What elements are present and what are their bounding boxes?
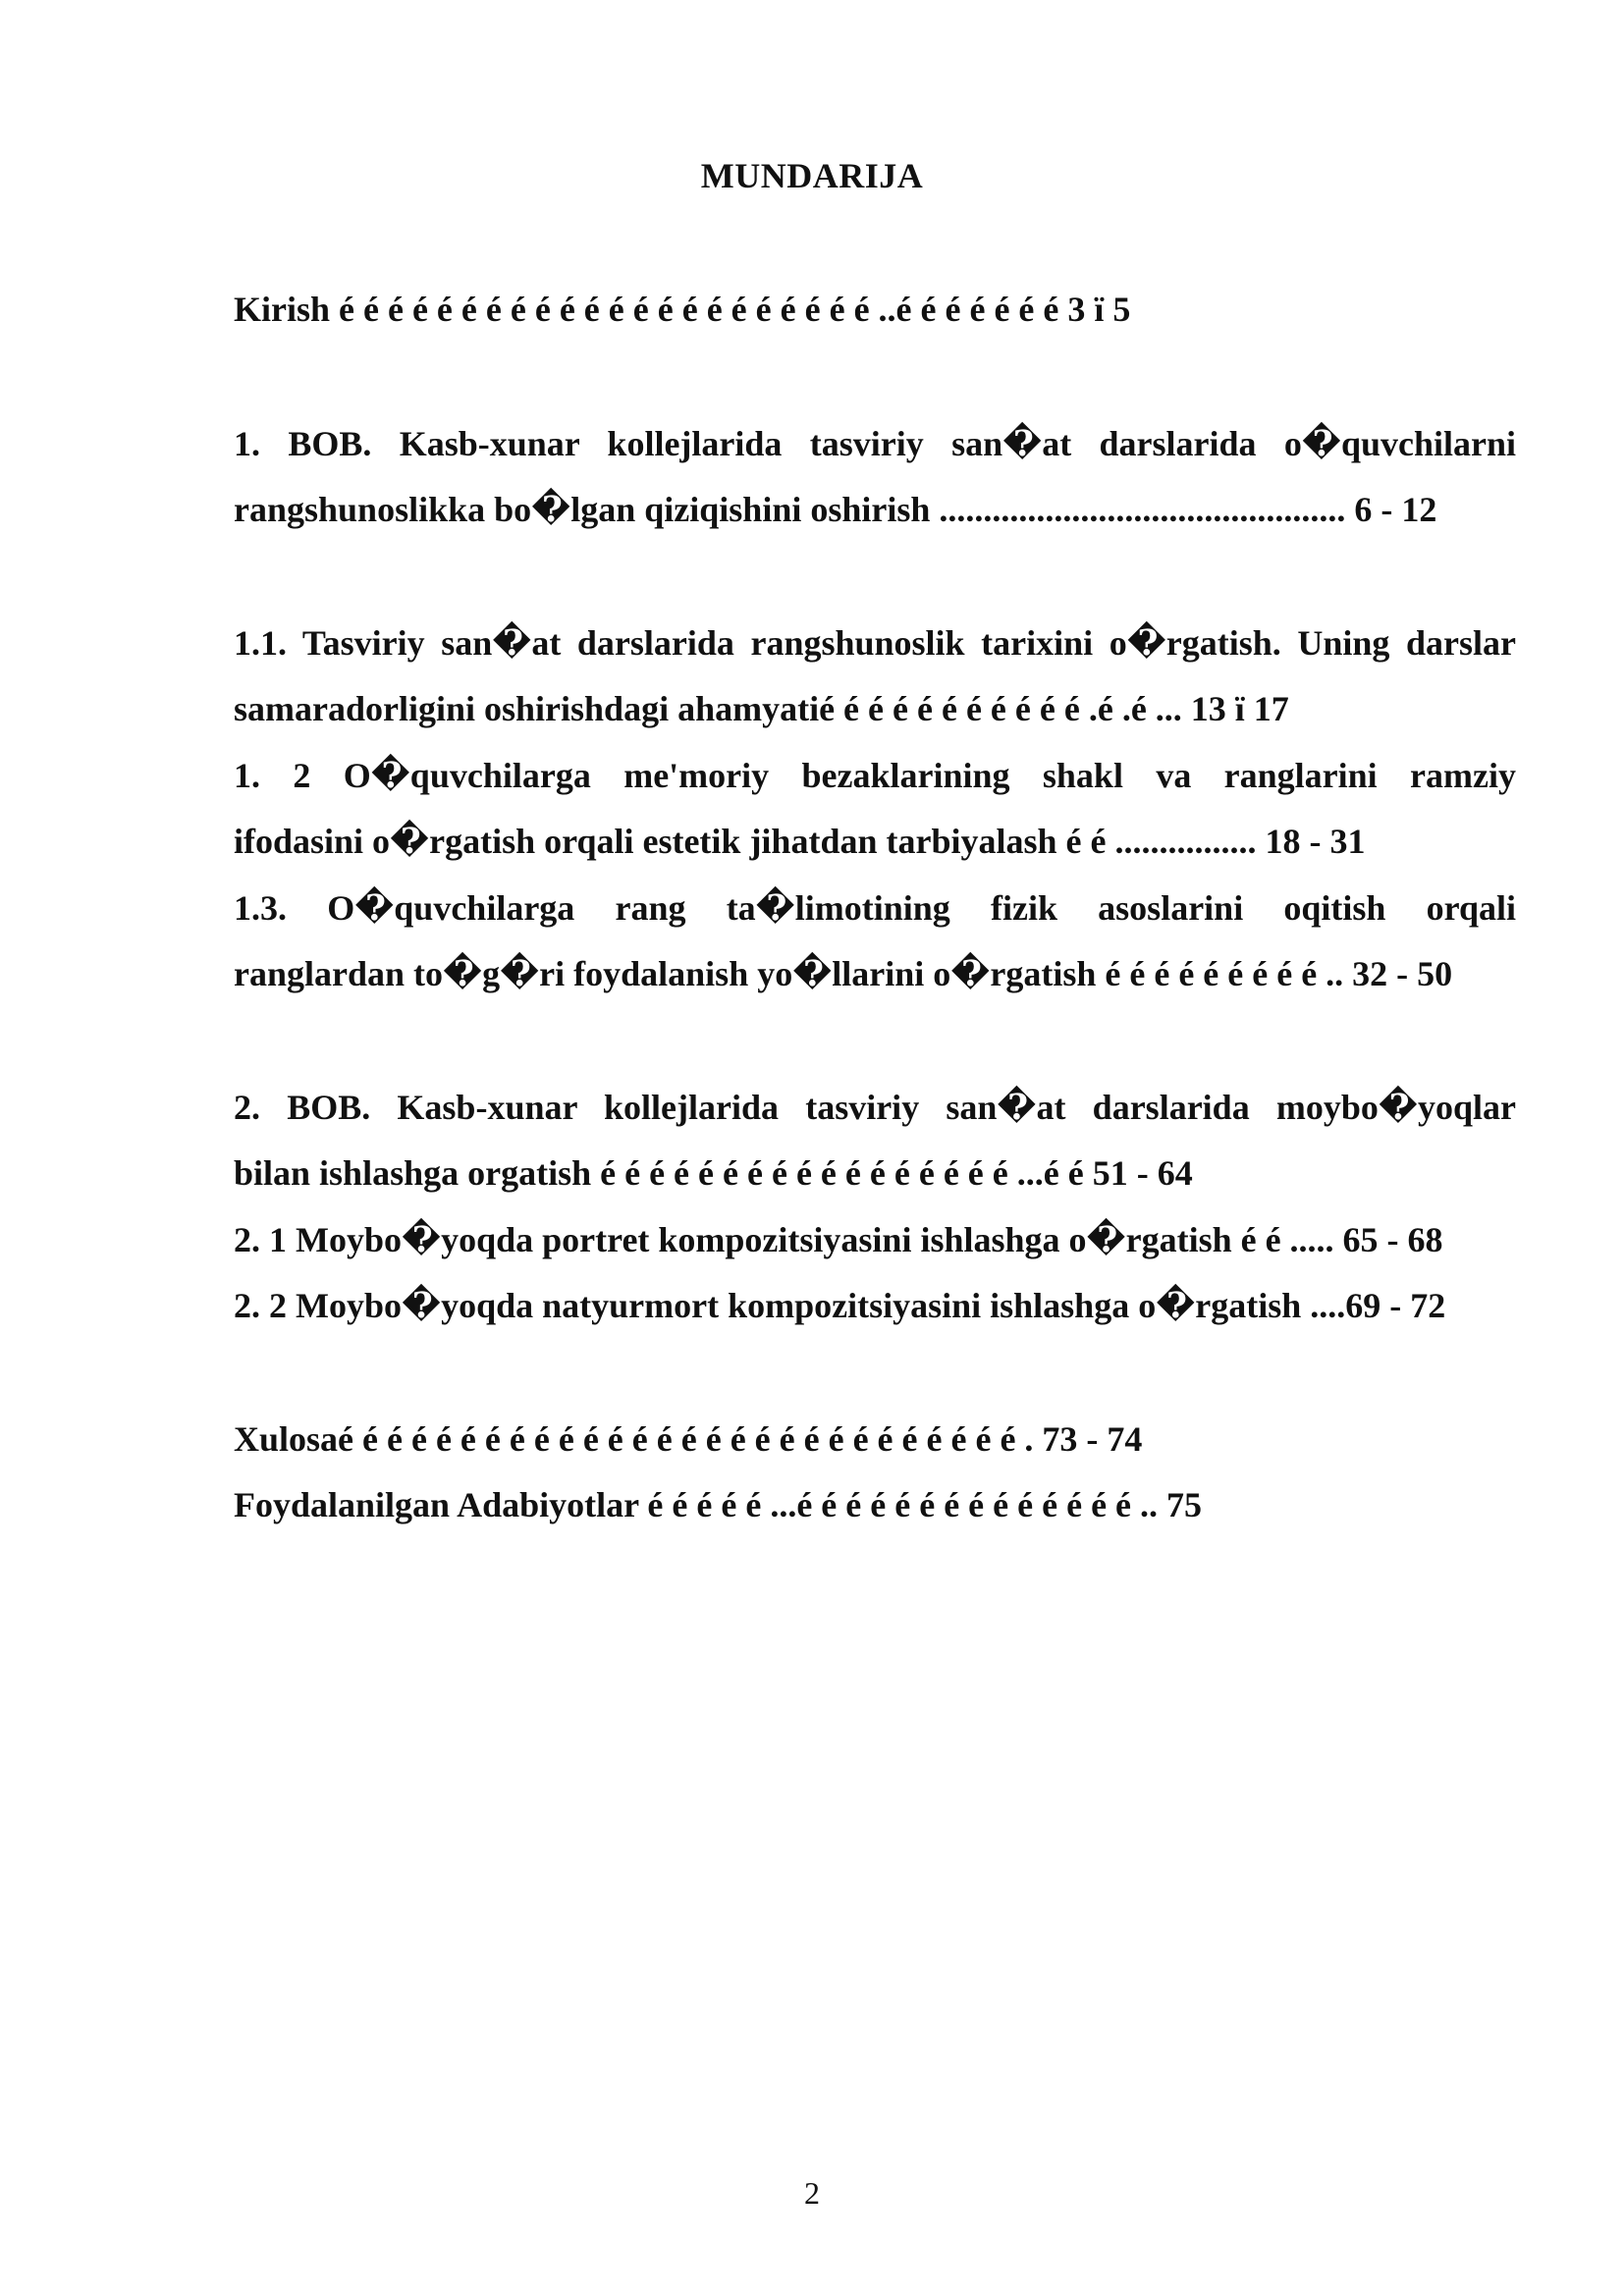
toc-entry-bob1-line2: rangshunoslikka bo�lgan qiziqishini oshirish .............................................. 6 - 12 [234, 490, 1437, 529]
toc-entry-references: Foydalanilgan Adabiyotlar é é é é é ...é é é é é é é é é é é é é é .. 75 [234, 1485, 1203, 1524]
toc-entry-bob2-line2: bilan ishlashga orgatish é é é é é é é é é é é é é é é é é ...é é 51 - 64 [234, 1153, 1193, 1193]
toc-entry-2-2: 2. 2 Moybo�yoqda natyurmort kompozitsiyasini ishlashga o�rgatish ....69 - 72 [234, 1286, 1446, 1325]
toc-entry-1-2-line2: ifodasini o�rgatish orqali estetik jihatdan tarbiyalash é é ................ 18 - 31 [234, 822, 1366, 861]
toc-entry-2-1: 2. 1 Moybo�yoqda portret kompozitsiyasini ishlashga o�rgatish é é ..... 65 - 68 [234, 1220, 1443, 1259]
toc-entry-bob1-line1: 1. BOB. Kasb-xunar kollejlarida tasviriy san�at darslarida o�quvchilarni [234, 424, 1516, 463]
toc-entry-1-1-line1: 1.1. Tasviriy san�at darslarida rangshunoslik tarixini o�rgatish. Uning darslar [234, 623, 1516, 663]
page-title: MUNDARIJA [700, 156, 924, 195]
toc-entry-1-3-line2: ranglardan to�g�ri foydalanish yo�llarini o�rgatish é é é é é é é é é .. 32 - 50 [234, 954, 1453, 993]
toc-entry-1-3-line1: 1.3. O�quvchilarga rang ta�limotining fizik asoslarini oqitish orqali [234, 888, 1516, 928]
toc-entry-1-1-line2: samaradorligini oshirishdagi ahamyatié é é é é é é é é é é .é .é ... 13 ï 17 [234, 689, 1289, 728]
toc-entry-bob2-line1: 2. BOB. Kasb-xunar kollejlarida tasviriy san�at darslarida moybo�yoqlar [234, 1088, 1516, 1127]
page-number: 2 [804, 2175, 820, 2211]
toc-entry-1-2-line1: 1. 2 O�quvchilarga me'moriy bezaklarining shakl va ranglarini ramziy [234, 756, 1516, 795]
toc-entry-conclusion: Xulosaé é é é é é é é é é é é é é é é é é é é é é é é é é é é . 73 - 74 [234, 1419, 1143, 1459]
toc-entry-intro: Kirish é é é é é é é é é é é é é é é é é é é é é é ..é é é é é é é 3 ï 5 [234, 290, 1131, 329]
